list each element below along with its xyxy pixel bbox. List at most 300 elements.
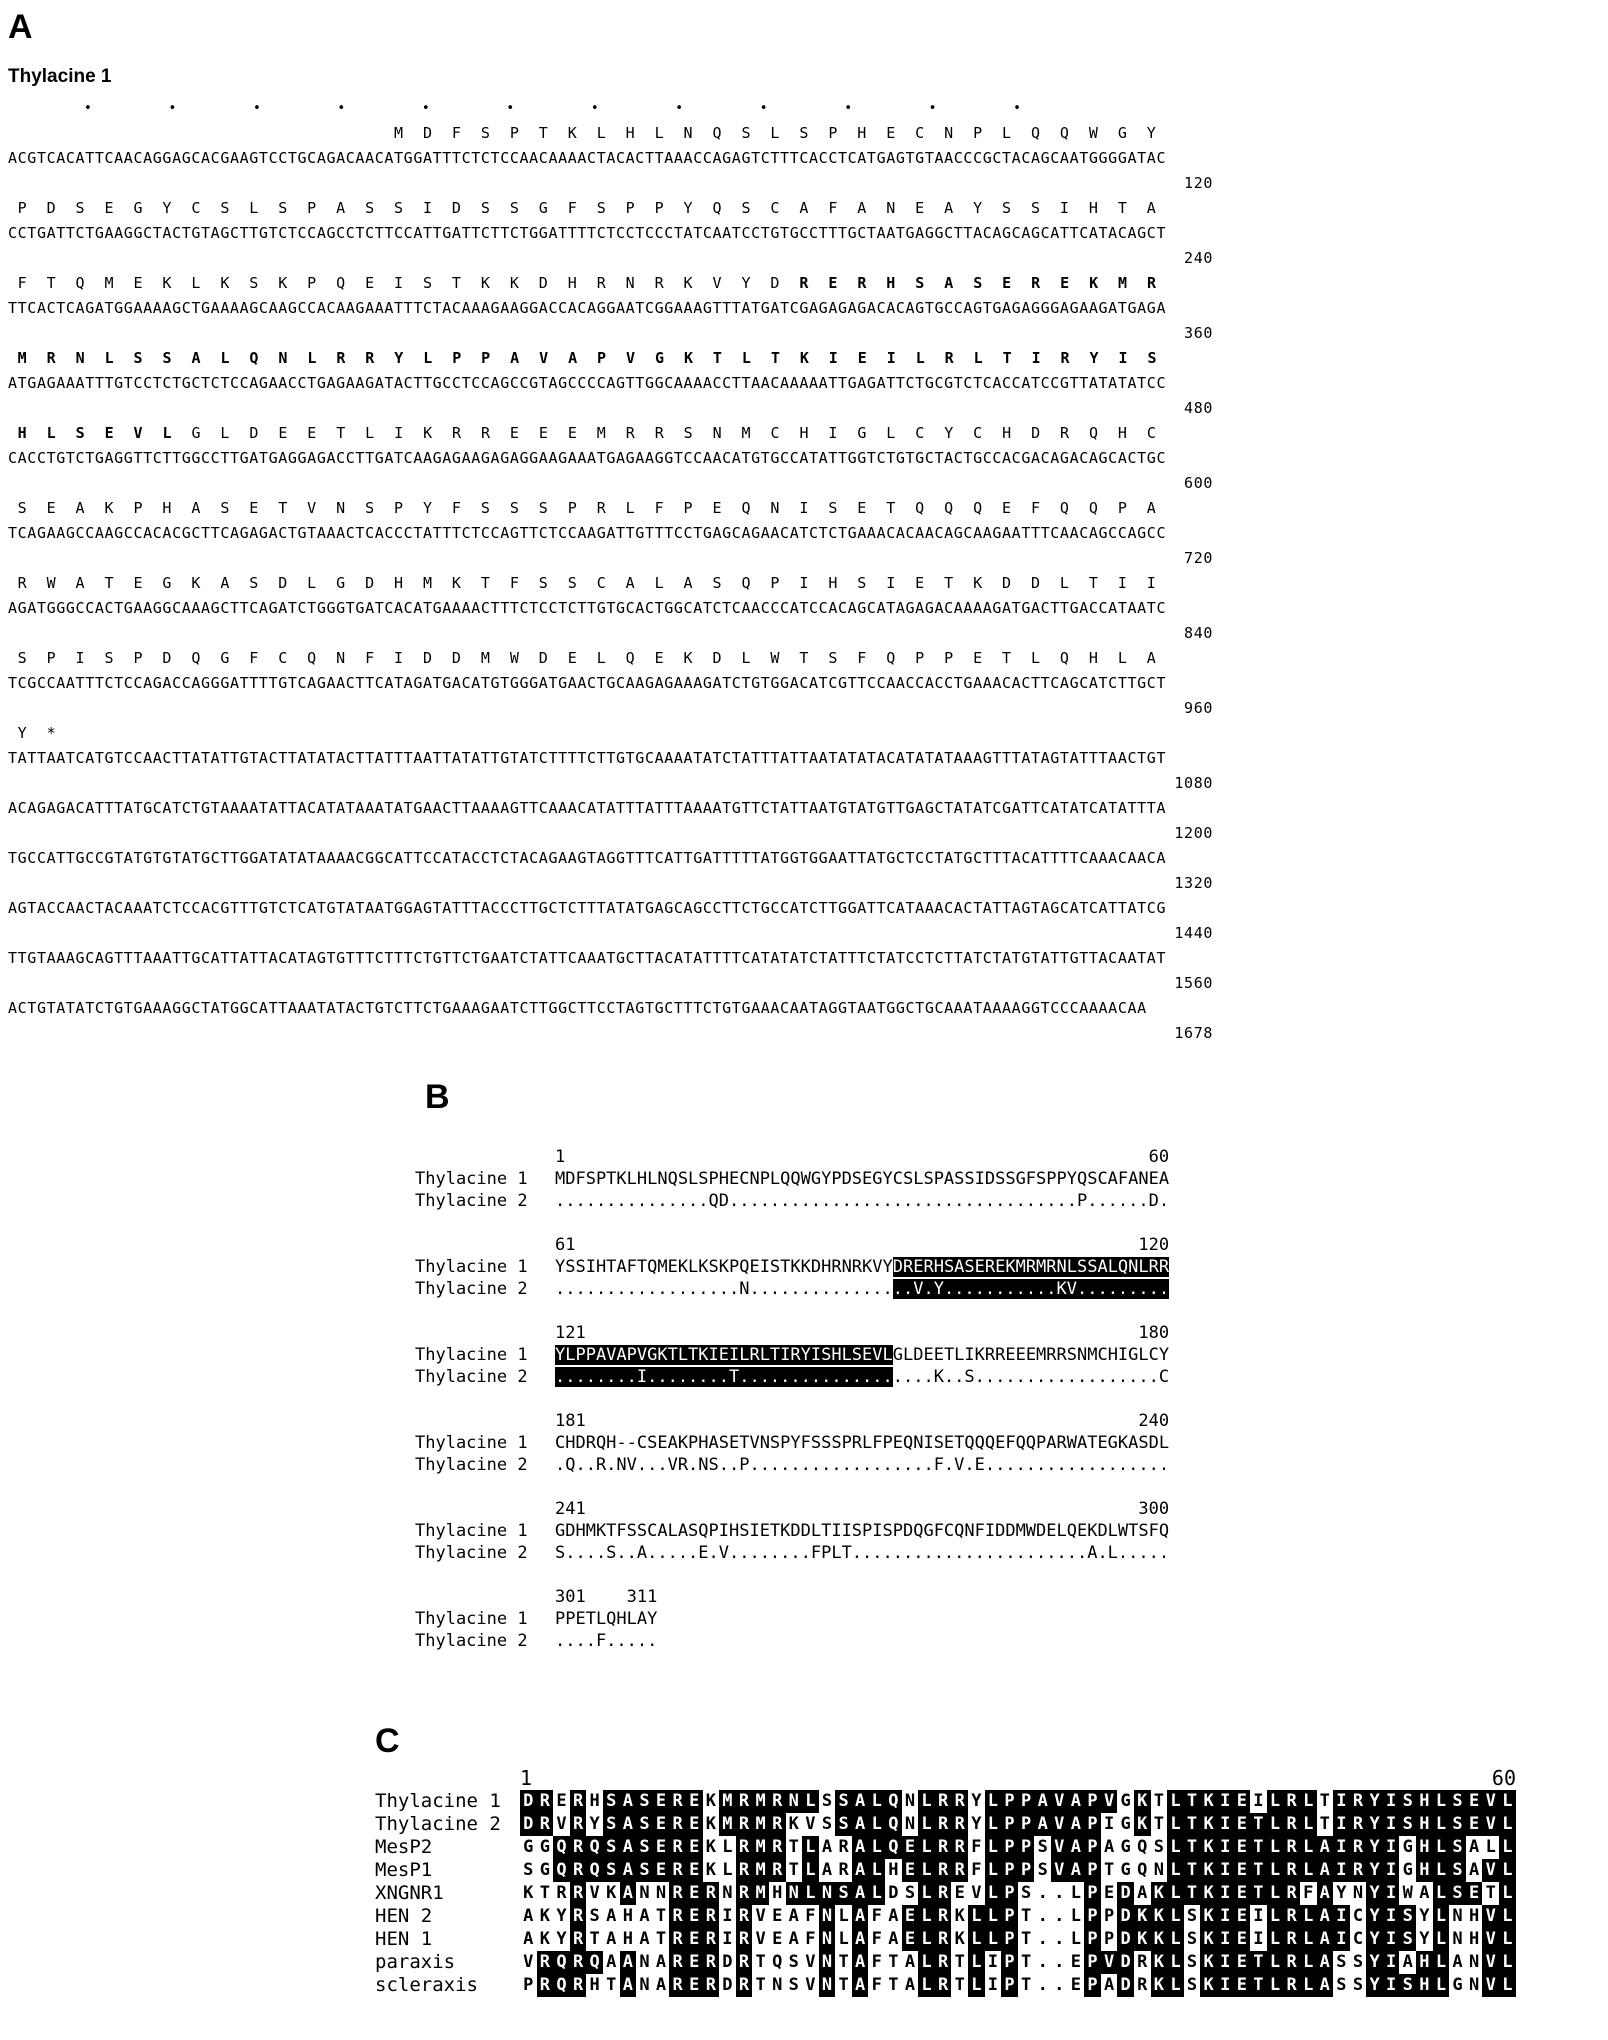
- residue: M: [752, 1813, 769, 1836]
- residue: L: [918, 1974, 935, 1997]
- dna-sequence-line: ACTGTATATCTGTGAAAGGCTATGGCATTAAATATACTGTCTTCTGAAAGAATCTTGGCTTCCTAGTGCTTTCTGTGAAACAATAGGTAATGGCTGCAAATAAAAGGTCCCAAAACAA: [8, 999, 1147, 1017]
- sequence-text: [555, 1520, 1169, 1542]
- residue: T: [1020, 1975, 1032, 1995]
- residue: S: [603, 1859, 620, 1882]
- residue: P: [1018, 1859, 1035, 1882]
- residue: T: [1184, 1882, 1201, 1905]
- residue: .: [1054, 1975, 1065, 1995]
- residue: E: [1234, 1974, 1251, 1997]
- residue: A: [1317, 1928, 1334, 1951]
- residue: T: [1319, 1791, 1330, 1811]
- residue: A: [606, 1952, 617, 1972]
- residue: I: [987, 1952, 999, 1972]
- alignment-row: [415, 1432, 1169, 1454]
- highlighted-domain-segment: ........I........T...............: [555, 1367, 893, 1387]
- residue: S: [1352, 1952, 1364, 1972]
- residue: L: [1267, 1974, 1284, 1997]
- residue: I: [1333, 1813, 1350, 1836]
- residue: K: [1200, 1790, 1217, 1813]
- residue: T: [1250, 1974, 1267, 1997]
- residue: L: [1300, 1859, 1317, 1882]
- residue: V: [1482, 1813, 1499, 1836]
- residue: T: [539, 1883, 551, 1903]
- residue: L: [1300, 1790, 1317, 1813]
- residue: T: [788, 1860, 799, 1880]
- residue: S: [1449, 1882, 1466, 1905]
- residue: R: [669, 1836, 686, 1859]
- sequence-text: [555, 1630, 657, 1652]
- residue: L: [1267, 1790, 1284, 1813]
- amino-acid-line: M R N L S S A L Q N L R R Y L P P A V A P V G K T L T K I E I L R L T I R Y I S: [17, 349, 1158, 367]
- residue: E: [686, 1905, 703, 1928]
- sequence-segment: MDFSPTKLHLNQSLSPHECNPLQQWGYPDSEGYCSLSPASSIDSSGFSPPYQSCAFANEA: [555, 1169, 1170, 1189]
- position-number: 1320: [1174, 874, 1213, 892]
- residue: N: [819, 1928, 836, 1951]
- position-end: 60: [1491, 1766, 1516, 1790]
- residue: A: [888, 1929, 899, 1949]
- residue: Q: [553, 1974, 570, 1997]
- residue: R: [570, 1905, 587, 1928]
- residue: T: [1103, 1860, 1115, 1880]
- residue: D: [1117, 1951, 1134, 1974]
- residue: L: [918, 1951, 935, 1974]
- residue: L: [1267, 1928, 1284, 1951]
- residue: P: [1001, 1836, 1018, 1859]
- residue: G: [539, 1860, 551, 1880]
- sequence-text: [520, 1882, 1516, 1905]
- residue: M: [719, 1790, 736, 1813]
- residue: L: [802, 1859, 819, 1882]
- residue: E: [686, 1790, 703, 1813]
- residue: T: [888, 1952, 899, 1972]
- residue: S: [1399, 1813, 1416, 1836]
- residue: L: [1300, 1813, 1317, 1836]
- sequence-text: [555, 1256, 1169, 1278]
- residue: C: [1352, 1906, 1364, 1926]
- residue: I: [1217, 1951, 1234, 1974]
- residue: P: [1001, 1882, 1018, 1905]
- sequence-text: [520, 1859, 1516, 1882]
- dna-sequence-line: TTGTAAAGCAGTTTAAATTGCATTATTACATAGTGTTTCTTTCTGTTCTGAATCTATTCAAATGCTTACATATTTTCATATATCTATTTCTATCCTCTTATCTATGTATTGTTACAATAT: [8, 949, 1167, 967]
- residue: R: [1137, 1952, 1148, 1972]
- residue: E: [1234, 1790, 1251, 1813]
- residue: P: [1084, 1790, 1101, 1813]
- position-number: 1678: [1174, 1024, 1213, 1042]
- residue: R: [1283, 1974, 1300, 1997]
- residue: L: [1433, 1928, 1450, 1951]
- residue: V: [1482, 1905, 1499, 1928]
- residue: L: [1267, 1882, 1284, 1905]
- residue: I: [1217, 1836, 1234, 1859]
- residue: R: [669, 1790, 686, 1813]
- block-position-header: 301 311: [555, 1587, 658, 1607]
- residue: G: [539, 1837, 551, 1857]
- residue: Y: [589, 1814, 600, 1834]
- residue: F: [871, 1952, 882, 1972]
- residue: A: [904, 1952, 916, 1972]
- residue: L: [1167, 1836, 1184, 1859]
- residue: I: [1383, 1905, 1400, 1928]
- residue: L: [968, 1905, 985, 1928]
- residue: L: [1433, 1951, 1450, 1974]
- residue: K: [705, 1791, 716, 1811]
- residue: R: [537, 1790, 554, 1813]
- residue: L: [918, 1859, 935, 1882]
- residue: A: [1068, 1836, 1085, 1859]
- sequence-segment: GDHMKTFSSCALASQPIHSIETKDDLTIISPISPDQGFCQNFIDDMWDELQEKDLWTSFQ: [555, 1521, 1170, 1541]
- alignment-block: [415, 1586, 1169, 1652]
- residue: K: [606, 1883, 617, 1903]
- alignment-row: [415, 1454, 1169, 1476]
- residue: A: [1317, 1951, 1334, 1974]
- residue: E: [653, 1836, 670, 1859]
- residue: R: [1283, 1790, 1300, 1813]
- residue: K: [954, 1906, 965, 1926]
- residue: N: [1452, 1906, 1463, 1926]
- residue: E: [1103, 1883, 1115, 1903]
- residue: M: [752, 1882, 769, 1905]
- residue: F: [871, 1929, 882, 1949]
- residue: .: [1037, 1883, 1048, 1903]
- residue: H: [1469, 1906, 1480, 1926]
- residue: T: [838, 1952, 849, 1972]
- residue: .: [1037, 1952, 1048, 1972]
- residue: R: [736, 1882, 753, 1905]
- residue: N: [1352, 1883, 1364, 1903]
- residue: L: [985, 1813, 1002, 1836]
- residue: I: [1383, 1951, 1400, 1974]
- residue: S: [821, 1791, 833, 1811]
- residue: D: [1117, 1905, 1134, 1928]
- sequence-name: Thylacine 2: [415, 1631, 528, 1651]
- residue: .: [1037, 1929, 1048, 1949]
- residue: M: [752, 1790, 769, 1813]
- residue: L: [985, 1928, 1002, 1951]
- position-number: 480: [1184, 399, 1213, 417]
- residue: P: [1084, 1882, 1101, 1905]
- sequence-name: paraxis: [375, 1951, 456, 1973]
- residue: W: [1402, 1883, 1413, 1903]
- residue: A: [620, 1859, 637, 1882]
- residue: G: [1120, 1860, 1131, 1880]
- residue: R: [935, 1813, 952, 1836]
- residue: F: [971, 1860, 982, 1880]
- residue: R: [703, 1905, 720, 1928]
- position-number: 360: [1184, 324, 1213, 342]
- residue: D: [520, 1813, 537, 1836]
- residue: V: [1482, 1928, 1499, 1951]
- residue: I: [1333, 1859, 1350, 1882]
- residue: A: [655, 1975, 667, 1995]
- residue: N: [786, 1790, 803, 1813]
- residue: S: [1186, 1929, 1198, 1949]
- residue: T: [954, 1975, 965, 1995]
- residue: L: [1267, 1859, 1284, 1882]
- residue: R: [703, 1951, 720, 1974]
- residue: N: [904, 1791, 916, 1811]
- residue: R: [1350, 1836, 1367, 1859]
- residue: I: [1383, 1859, 1400, 1882]
- residue: R: [570, 1951, 587, 1974]
- residue: R: [669, 1928, 686, 1951]
- residue: S: [835, 1813, 852, 1836]
- residue: T: [589, 1929, 600, 1949]
- residue: S: [1336, 1952, 1347, 1972]
- residue: A: [1419, 1883, 1430, 1903]
- residue: Y: [1366, 1813, 1383, 1836]
- residue: A: [1317, 1974, 1334, 1997]
- residue: V: [1051, 1813, 1068, 1836]
- residue: R: [769, 1790, 786, 1813]
- residue: H: [1416, 1859, 1433, 1882]
- residue: L: [985, 1882, 1002, 1905]
- residue: A: [639, 1906, 650, 1926]
- alignment-row: [375, 1836, 1516, 1859]
- residue: P: [1001, 1928, 1018, 1951]
- residue: V: [805, 1952, 816, 1972]
- residue: I: [1217, 1813, 1234, 1836]
- residue: L: [838, 1906, 849, 1926]
- residue: E: [1234, 1859, 1251, 1882]
- alignment-block: [415, 1498, 1169, 1564]
- residue: E: [686, 1974, 703, 1997]
- residue: R: [570, 1974, 587, 1997]
- residue: A: [1137, 1883, 1148, 1903]
- sequence-text: [555, 1608, 657, 1630]
- residue: E: [1466, 1790, 1483, 1813]
- residue: A: [1103, 1975, 1115, 1995]
- residue: L: [968, 1974, 985, 1997]
- residue: S: [821, 1814, 833, 1834]
- sequence-text: [555, 1278, 1169, 1300]
- residue: E: [1234, 1905, 1251, 1928]
- sequence-name: Thylacine 2: [415, 1279, 528, 1299]
- residue: Y: [1366, 1974, 1383, 1997]
- residue: G: [1120, 1837, 1131, 1857]
- residue: S: [788, 1952, 799, 1972]
- residue: L: [1499, 1790, 1516, 1813]
- residue: Q: [586, 1859, 603, 1882]
- residue: N: [722, 1883, 733, 1903]
- residue: Q: [772, 1952, 783, 1972]
- dna-sequence-line: AGTACCAACTACAAATCTCCACGTTTGTCTCATGTATAATGGAGTATTTACCCTTGCTCTTTATATGAGCAGCCTTCTGCCATCTTGGATTCATAAACACTATTAGTAGCATCATTATCG: [8, 899, 1167, 917]
- residue: E: [954, 1883, 965, 1903]
- residue: T: [1250, 1813, 1267, 1836]
- residue: Q: [1137, 1860, 1148, 1880]
- residue: E: [1466, 1882, 1483, 1905]
- residue: V: [755, 1929, 766, 1949]
- residue: P: [1018, 1790, 1035, 1813]
- residue: A: [904, 1975, 916, 1995]
- sequence-name: Thylacine 2: [415, 1543, 528, 1563]
- alignment-row: [375, 1905, 1516, 1928]
- residue: D: [1117, 1974, 1134, 1997]
- residue: A: [888, 1906, 899, 1926]
- residue: S: [1399, 1928, 1416, 1951]
- residue: V: [755, 1906, 766, 1926]
- sequence-segment: CHDRQH--CSEAKPHASETVNSPYFSSSPRLFPEQNISETQQQEFQQPARWATEGKASDL: [555, 1433, 1170, 1453]
- residue: E: [686, 1928, 703, 1951]
- residue: R: [736, 1974, 753, 1997]
- residue: R: [1283, 1859, 1300, 1882]
- residue: H: [1469, 1929, 1480, 1949]
- residue: L: [1433, 1974, 1450, 1997]
- residue: A: [1068, 1790, 1085, 1813]
- residue: S: [904, 1883, 916, 1903]
- residue: S: [589, 1906, 600, 1926]
- residue: S: [603, 1790, 620, 1813]
- amino-acid-line: R W A T E G K A S D L G D H M K T F S S C A L A S Q P I H S I E T K D D L T I I: [8, 574, 1167, 592]
- sequence-text: [555, 1366, 1169, 1388]
- residue: L: [868, 1882, 885, 1905]
- sequence-text: [555, 1454, 1169, 1476]
- residue: A: [1317, 1882, 1334, 1905]
- residue: T: [1020, 1906, 1032, 1926]
- residue: Q: [885, 1836, 902, 1859]
- alignment-block: [415, 1410, 1169, 1476]
- sequence-segment: ..................N..............: [555, 1279, 893, 1299]
- residue: R: [935, 1836, 952, 1859]
- residue: S: [1037, 1837, 1048, 1857]
- residue: I: [1217, 1905, 1234, 1928]
- residue: S: [1449, 1790, 1466, 1813]
- residue: T: [954, 1952, 965, 1972]
- residue: Q: [586, 1836, 603, 1859]
- residue: I: [1217, 1974, 1234, 1997]
- residue: P: [523, 1975, 534, 1995]
- residue: Y: [1366, 1836, 1383, 1859]
- residue: S: [1186, 1952, 1198, 1972]
- residue: P: [1018, 1813, 1035, 1836]
- residue: I: [1383, 1813, 1400, 1836]
- residue: T: [1250, 1859, 1267, 1882]
- residue: H: [1416, 1951, 1433, 1974]
- residue: D: [722, 1952, 733, 1972]
- residue: A: [620, 1790, 637, 1813]
- residue: G: [1452, 1975, 1463, 1995]
- residue: N: [639, 1952, 650, 1972]
- residue: T: [888, 1975, 899, 1995]
- residue: Y: [1366, 1905, 1383, 1928]
- sequence-name: HEN 1: [375, 1928, 433, 1950]
- residue: E: [1466, 1813, 1483, 1836]
- residue: R: [669, 1974, 686, 1997]
- position-number: 1080: [1174, 774, 1213, 792]
- residue: N: [1469, 1975, 1480, 1995]
- residue: A: [852, 1836, 869, 1859]
- sequence-text: [520, 1974, 1516, 1997]
- residue: K: [1200, 1813, 1217, 1836]
- residue: A: [606, 1906, 617, 1926]
- residue: N: [639, 1883, 650, 1903]
- residue: Y: [971, 1791, 982, 1811]
- residue: A: [1317, 1859, 1334, 1882]
- amino-acid-line: F T Q M E K L K S K P Q E I S T K K D H R N R K V Y D R E R H S A S E R E K M R: [8, 274, 1157, 292]
- residue: T: [1184, 1790, 1201, 1813]
- residue: K: [1200, 1859, 1217, 1882]
- residue: C: [1352, 1929, 1364, 1949]
- panel-c: [375, 1722, 1516, 1997]
- residue: F: [871, 1906, 882, 1926]
- residue: I: [1217, 1928, 1234, 1951]
- residue: V: [1051, 1836, 1068, 1859]
- residue: N: [819, 1882, 836, 1905]
- residue: L: [868, 1790, 885, 1813]
- residue: Q: [553, 1836, 570, 1859]
- residue: Y: [971, 1814, 982, 1834]
- residue: L: [1167, 1974, 1184, 1997]
- residue: S: [1399, 1905, 1416, 1928]
- residue: T: [1250, 1951, 1267, 1974]
- residue: N: [786, 1882, 803, 1905]
- residue: R: [537, 1974, 554, 1997]
- residue: P: [1084, 1928, 1101, 1951]
- residue: R: [570, 1928, 587, 1951]
- residue: P: [1084, 1905, 1101, 1928]
- sequence-name: XNGNR1: [375, 1882, 444, 1904]
- residue: L: [918, 1882, 935, 1905]
- residue: K: [1200, 1836, 1217, 1859]
- residue: K: [1200, 1951, 1217, 1974]
- residue: R: [669, 1951, 686, 1974]
- alignment-row: [375, 1859, 1516, 1882]
- alignment-row: [415, 1256, 1169, 1278]
- residue: N: [1153, 1860, 1164, 1880]
- residue: E: [1234, 1836, 1251, 1859]
- residue: H: [1416, 1790, 1433, 1813]
- residue: E: [653, 1790, 670, 1813]
- residue: G: [1402, 1860, 1413, 1880]
- residue: E: [902, 1905, 919, 1928]
- residue: S: [788, 1975, 799, 1995]
- residue: L: [1433, 1813, 1450, 1836]
- residue: M: [719, 1813, 736, 1836]
- residue: L: [1433, 1905, 1450, 1928]
- residue: H: [622, 1929, 633, 1949]
- residue: L: [802, 1882, 819, 1905]
- residue: I: [1103, 1814, 1115, 1834]
- residue: R: [570, 1836, 587, 1859]
- residue: R: [1283, 1951, 1300, 1974]
- residue: A: [852, 1974, 869, 1997]
- residue: V: [1101, 1951, 1118, 1974]
- dna-sequence-line: TTCACTCAGATGGAAAAGCTGAAAAGCAAGCCACAAGAAATTTCTACAAAGAAGGACCACAGGAATCGGAAAGTTTATGATCGAGAGAGACACAGTGCCAGTGAGAGGGAGAAGATGAGA: [8, 299, 1167, 317]
- residue: V: [1482, 1951, 1499, 1974]
- sequence-text: [520, 1813, 1516, 1836]
- residue: E: [1234, 1882, 1251, 1905]
- residue: A: [1317, 1836, 1334, 1859]
- sequence-text: [555, 1432, 1169, 1454]
- residue: S: [1020, 1883, 1032, 1903]
- residue: H: [1416, 1813, 1433, 1836]
- residue: L: [985, 1790, 1002, 1813]
- residue: G: [1402, 1837, 1413, 1857]
- residue: T: [606, 1975, 617, 1995]
- residue: L: [1499, 1836, 1516, 1859]
- residue: Y: [1336, 1883, 1347, 1903]
- residue: E: [1234, 1813, 1251, 1836]
- residue: Y: [556, 1906, 567, 1926]
- residue: L: [1167, 1813, 1184, 1836]
- residue: K: [1151, 1882, 1168, 1905]
- residue: K: [1134, 1928, 1151, 1951]
- residue: L: [968, 1951, 985, 1974]
- residue: K: [788, 1814, 799, 1834]
- residue: T: [1153, 1814, 1164, 1834]
- residue: A: [1068, 1859, 1085, 1882]
- residue: L: [802, 1836, 819, 1859]
- residue: E: [686, 1813, 703, 1836]
